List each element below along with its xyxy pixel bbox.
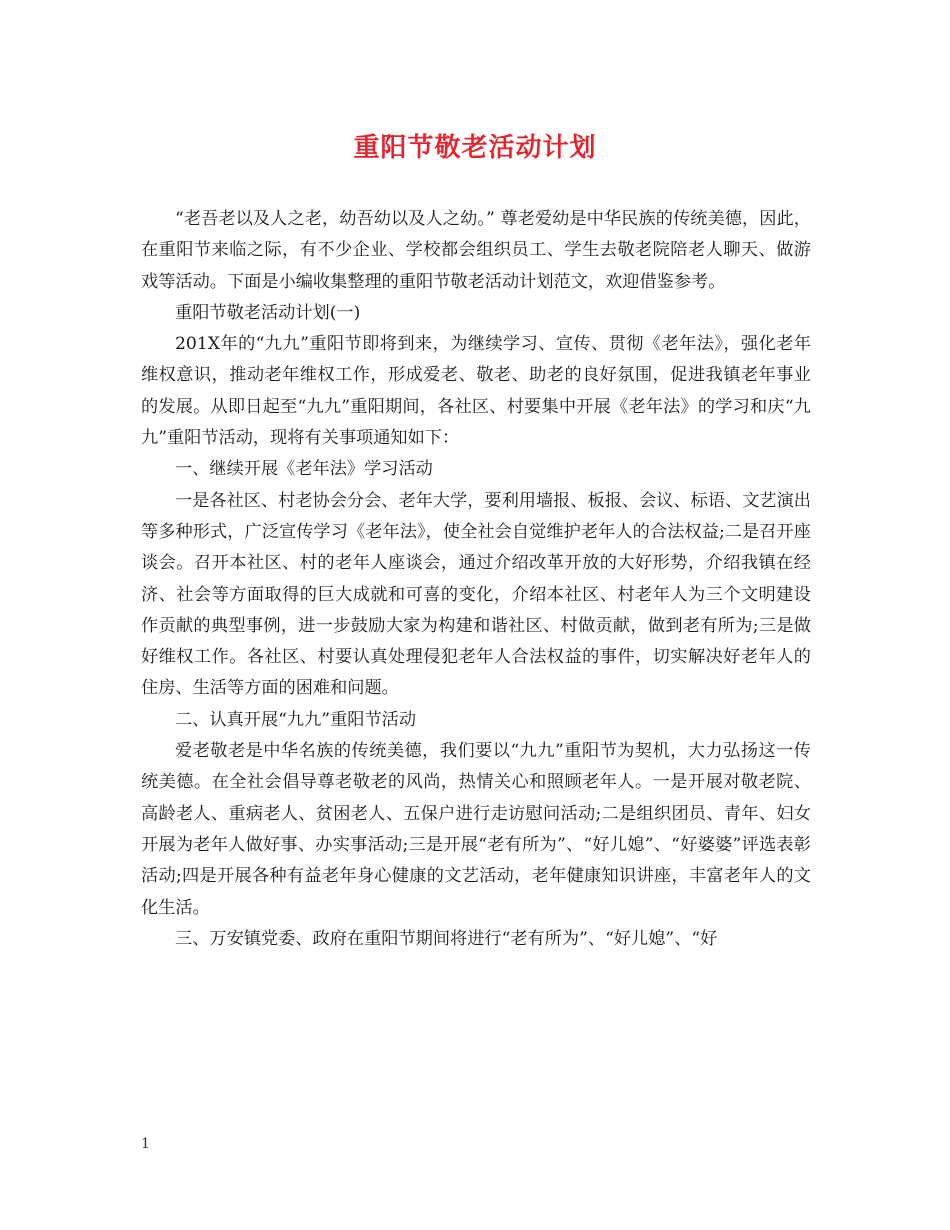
- section-heading-two: 二、认真开展“九九”重阳节活动: [175, 709, 417, 730]
- section-one-paragraph: 一是各社区、村老协会分会、老年大学，要利用墙报、板报、会议、标语、文艺演出等多种形式，广泛宣传学习《老年法》，使全社会自觉维护老年人的合法权益;二是召开座谈会。召开本社区、村的老年人座谈会，通过介绍改革开放的大好形势，介绍我镇在经济、社会等方面取得的巨大成就和可喜的变化，介绍本社区、村老年人为三个文明建设作贡献的典型事例，进一步鼓励大家为构建和谐社区、村做贡献，做到老有所为;三是做好维权工作。各社区、村要认真处理侵犯老年人合法权益的事件，切实解决好老年人的住房、生活等方面的困难和问题。: [141, 490, 811, 699]
- document-body: [141, 204, 811, 955]
- section-heading-one: 一、继续开展《老年法》学习活动: [175, 459, 433, 480]
- section-two-paragraph: 爱老敬老是中华名族的传统美德，我们要以“九九”重阳节为契机，大力弘扬这一传统美德。在全社会倡导尊老敬老的风尚，热情关心和照顾老年人。一是开展对敬老院、高龄老人、重病老人、贫困老人、五保户进行走访慰问活动;二是组织团员、青年、妇女开展为老年人做好事、办实事活动;三是开展“老有所为”、“好儿媳”、“好婆婆”评选表彰活动;四是开展各种有益老年身心健康的文艺活动，老年健康知识讲座，丰富老年人的文化生活。: [141, 741, 811, 918]
- section-heading-plan-one: 重阳节敬老活动计划(一): [175, 302, 361, 323]
- notice-paragraph: 201X年的“九九”重阳节即将到来，为继续学习、宣传、贯彻《老年法》，强化老年维权意识，推动老年维权工作，形成爱老、敬老、助老的良好氛围，促进我镇老年事业的发展。从即日起至“九九”重阳期间，各社区、村要集中开展《老年法》的学习和庆“九九”重阳节活动，现将有关事项通知如下：: [141, 334, 811, 449]
- page-number: 1: [141, 1136, 150, 1152]
- intro-paragraph: “老吾老以及人之老，幼吾幼以及人之幼。” 尊老爱幼是中华民族的传统美德，因此，在重阳节来临之际，有不少企业、学校都会组织员工、学生去敬老院陪老人聊天、做游戏等活动。下面是小编收集整理的重阳节敬老活动计划范文，欢迎借鉴参考。: [141, 209, 811, 292]
- document-title: 重阳节敬老活动计划: [353, 133, 597, 163]
- section-three-paragraph: 三、万安镇党委、政府在重阳节期间将进行“老有所为”、“好儿媳”、“好: [175, 928, 718, 949]
